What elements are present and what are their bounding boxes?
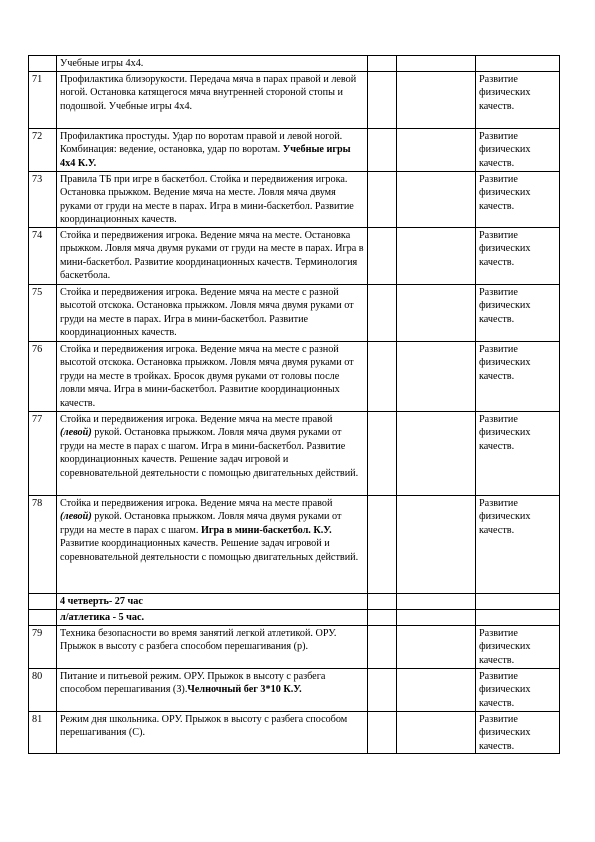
lesson-topic-text: Профилактика простуды. Удар по воротам правой и левой ногой. Комбинация: ведение, остановка, удар по воротам.	[60, 131, 343, 156]
lesson-plan-body	[29, 56, 560, 754]
table-row	[29, 669, 560, 712]
development-goal: Развитие физических качеств.	[476, 228, 560, 285]
table-row	[29, 172, 560, 228]
empty-cell	[397, 172, 476, 228]
lesson-topic-text: 4 четверть- 27 час	[60, 596, 143, 607]
lesson-topic	[57, 412, 368, 496]
empty-cell	[368, 172, 397, 228]
empty-cell	[368, 56, 397, 72]
lesson-topic-text: Игра в мини-баскетбол. К.У.	[200, 524, 332, 536]
empty-cell	[397, 129, 476, 172]
lesson-topic-text: Стойка и передвижения игрока. Ведение мяча на месте правой	[60, 414, 333, 425]
lesson-number: 81	[29, 712, 57, 754]
empty-cell	[368, 72, 397, 129]
lesson-topic-text: Развитие координационных качеств. Решение задач игровой и соревновательной деятельности с помощью двигательных действий.	[60, 538, 359, 563]
lesson-topic-text: (левой)	[60, 511, 92, 523]
lesson-topic-text: (левой)	[60, 427, 92, 439]
lesson-topic	[57, 594, 368, 610]
table-row	[29, 285, 560, 342]
empty-cell	[397, 56, 476, 72]
table-row	[29, 626, 560, 669]
lesson-topic	[57, 285, 368, 342]
development-goal: Развитие физических качеств.	[476, 285, 560, 342]
lesson-topic-text: Стойка и передвижения игрока. Ведение мяча на месте с разной высотой отскока. Остановка прыжком. Ловля мяча двумя руками от груди на месте в тройках. Бросок двумя руками от головы после ловли мяча. Игра в мини-баскетбол. Развитие координационных качеств.	[60, 344, 354, 409]
table-row	[29, 72, 560, 129]
empty-cell	[397, 285, 476, 342]
lesson-topic	[57, 72, 368, 129]
lesson-topic-text: Стойка и передвижения игрока. Ведение мяча на месте правой	[60, 498, 333, 509]
table-row	[29, 228, 560, 285]
development-goal: Развитие физических качеств.	[476, 342, 560, 412]
table-row	[29, 342, 560, 412]
table-row	[29, 56, 560, 72]
empty-cell	[368, 228, 397, 285]
empty-cell	[368, 129, 397, 172]
lesson-topic	[57, 610, 368, 626]
lesson-number: 80	[29, 669, 57, 712]
development-goal: Развитие физических качеств.	[476, 172, 560, 228]
lesson-topic-text: Учебные игры 4х4 К.У.	[60, 144, 351, 169]
lesson-topic-text: Профилактика близорукости. Передача мяча в парах правой и левой ногой. Остановка катящегося мяча внутренней стороной стопы и подошвой. Учебные игры 4х4.	[60, 74, 357, 112]
empty-cell	[397, 72, 476, 129]
lesson-number: 74	[29, 228, 57, 285]
table-row	[29, 412, 560, 496]
lesson-number: 78	[29, 496, 57, 594]
table-row	[29, 129, 560, 172]
table-row	[29, 594, 560, 610]
empty-cell	[368, 496, 397, 594]
lesson-number: 75	[29, 285, 57, 342]
development-goal: Развитие физических качеств.	[476, 129, 560, 172]
empty-cell	[368, 412, 397, 496]
lesson-topic-text: л/атлетика - 5 час.	[60, 612, 145, 623]
lesson-number: 79	[29, 626, 57, 669]
lesson-topic	[57, 172, 368, 228]
empty-cell	[397, 712, 476, 754]
lesson-topic-text: Учебные игры 4х4.	[60, 58, 144, 69]
lesson-number	[29, 56, 57, 72]
development-goal: Развитие физических качеств.	[476, 712, 560, 754]
lesson-topic-text: Челночный бег 3*10 К.У.	[187, 684, 302, 696]
development-goal	[476, 610, 560, 626]
table-row	[29, 610, 560, 626]
lesson-topic-text: Стойка и передвижения игрока. Ведение мяча на месте. Остановка прыжком. Ловля мяча двумя руками от груди на месте в парах. Игра в мини-баскетбол. Развитие координационных качеств. Терминология баскетбола.	[60, 230, 364, 282]
lesson-topic-text: Техника безопасности во время занятий легкой атлетикой. ОРУ. Прыжок в высоту с разбега способом перешагивания (р).	[60, 628, 337, 653]
lesson-plan-table	[28, 55, 560, 754]
empty-cell	[397, 610, 476, 626]
development-goal: Развитие физических качеств.	[476, 626, 560, 669]
empty-cell	[368, 669, 397, 712]
lesson-topic	[57, 626, 368, 669]
empty-cell	[397, 228, 476, 285]
lesson-number	[29, 594, 57, 610]
development-goal	[476, 56, 560, 72]
empty-cell	[368, 626, 397, 669]
lesson-topic	[57, 342, 368, 412]
empty-cell	[397, 669, 476, 712]
development-goal	[476, 594, 560, 610]
lesson-topic	[57, 129, 368, 172]
empty-cell	[368, 594, 397, 610]
lesson-topic-text: Стойка и передвижения игрока. Ведение мяча на месте с разной высотой отскока. Остановка прыжком. Ловля мяча двумя руками от груди на месте в парах. Игра в мини-баскетбол. Развитие координационных качеств.	[60, 287, 354, 339]
development-goal: Развитие физических качеств.	[476, 496, 560, 594]
lesson-number: 77	[29, 412, 57, 496]
lesson-topic-text: Правила ТБ при игре в баскетбол. Стойка и передвижения игрока. Остановка прыжком. Ведение мяча на месте. Ловля мяча двумя руками от груди на месте в парах. Игра в мини-баскетбол. Развитие координационных качеств.	[60, 174, 354, 226]
lesson-number: 71	[29, 72, 57, 129]
table-row	[29, 496, 560, 594]
empty-cell	[397, 342, 476, 412]
lesson-topic-text: рукой. Остановка прыжком. Ловля мяча двумя руками от груди на месте в парах с шагом.	[60, 511, 342, 536]
development-goal: Развитие физических качеств.	[476, 669, 560, 712]
lesson-topic	[57, 712, 368, 754]
lesson-number	[29, 610, 57, 626]
development-goal: Развитие физических качеств.	[476, 412, 560, 496]
empty-cell	[368, 610, 397, 626]
lesson-topic-text: Режим дня школьника. ОРУ. Прыжок в высоту с разбега способом перешагивания (С).	[60, 714, 348, 739]
development-goal: Развитие физических качеств.	[476, 72, 560, 129]
lesson-topic	[57, 496, 368, 594]
empty-cell	[397, 496, 476, 594]
lesson-topic	[57, 228, 368, 285]
empty-cell	[368, 712, 397, 754]
lesson-topic	[57, 669, 368, 712]
empty-cell	[368, 285, 397, 342]
lesson-topic	[57, 56, 368, 72]
empty-cell	[368, 342, 397, 412]
lesson-topic-text: Питание и питьевой режим. ОРУ. Прыжок в высоту с разбега способом перешагивания (З).	[60, 671, 326, 696]
lesson-number: 73	[29, 172, 57, 228]
empty-cell	[397, 412, 476, 496]
lesson-number: 72	[29, 129, 57, 172]
lesson-topic-text: рукой. Остановка прыжком. Ловля мяча двумя руками от груди на месте в парах с шагом. Игра в мини-баскетбол. Развитие координационных качеств. Решение задач игровой и соревновательной деятельности с помощью двигательных действий.	[60, 427, 359, 479]
empty-cell	[397, 626, 476, 669]
empty-cell	[397, 594, 476, 610]
table-row	[29, 712, 560, 754]
lesson-number: 76	[29, 342, 57, 412]
